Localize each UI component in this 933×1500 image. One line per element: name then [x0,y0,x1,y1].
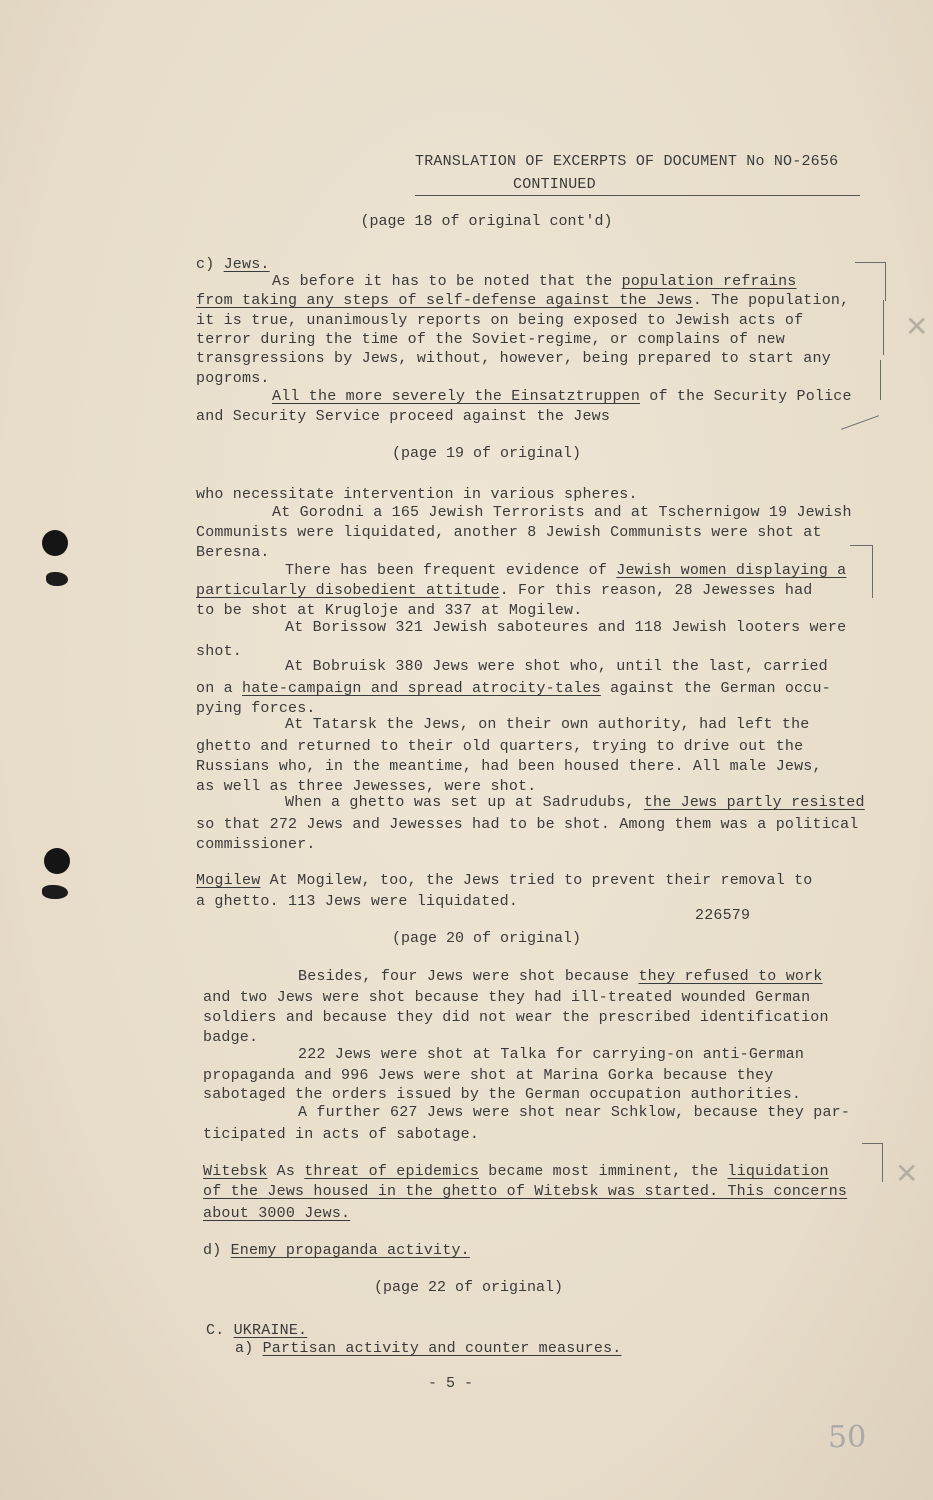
margin-bracket [850,545,873,598]
para-line: ticipated in acts of sabotage. [203,1126,480,1143]
page-marker-20: (page 20 of original) [391,930,582,947]
para-line: it is true, unanimously reports on being exposed to Jewish acts of [196,312,804,329]
page-number: - 5 - [427,1375,473,1392]
subsection-a-heading: a) Partisan activity and counter measures. [235,1340,622,1357]
para-line: All the more severely the Einsatztruppen of the Security Police [272,388,852,405]
para-line: shot. [196,643,243,660]
fastener-mark [46,572,68,586]
para-line: As before it has to be noted that the population refrains [272,273,797,290]
para-line: transgressions by Jews, without, however, being prepared to start any [196,350,831,367]
header-title: TRANSLATION OF EXCERPTS OF DOCUMENT No NO-2656 [415,153,839,170]
para-line: of the Jews housed in the ghetto of Witebsk was started. This concerns [203,1183,848,1200]
handwritten-page-number: 50 [828,1420,867,1455]
section-d-heading: d) Enemy propaganda activity. [203,1242,470,1259]
para-line: pying forces. [196,700,316,717]
para-line: a ghetto. 113 Jews were liquidated. [196,893,519,910]
header-rule [415,195,860,196]
para-line: pogroms. [196,370,270,387]
para-line: ghetto and returned to their old quarters, trying to drive out the [196,738,804,755]
para-line: Mogilew At Mogilew, too, the Jews tried to prevent their removal to [196,872,813,889]
para-line: Besides, four Jews were shot because they refused to work [298,968,823,985]
margin-bracket [862,1143,883,1182]
para-line: At Gorodni a 165 Jewish Terrorists and at Tschernigow 19 Jewish [272,504,852,521]
margin-line [880,360,881,400]
page-marker-18: (page 18 of original cont'd) [360,213,613,230]
para-line: Communists were liquidated, another 8 Jewish Communists were shot at [196,524,822,541]
section-C-heading: C. UKRAINE. [206,1322,308,1339]
para-line: At Borissow 321 Jewish saboteures and 118 Jewish looters were [285,619,847,636]
fastener-mark [42,885,68,899]
para-line: propaganda and 996 Jews were shot at Marina Gorka because they [203,1067,774,1084]
para-line: A further 627 Jews were shot near Schklow, because they par- [298,1104,851,1121]
para-line: and Security Service proceed against the Jews [196,408,611,425]
para-line: sabotaged the orders issued by the German occupation authorities. [203,1086,802,1103]
page-marker-22: (page 22 of original) [373,1279,564,1296]
para-line: Beresna. [196,544,270,561]
section-c-heading: c) Jews. [196,256,270,273]
x-mark-icon: ✕ [905,310,929,343]
para-line: At Bobruisk 380 Jews were shot who, until the last, carried [285,658,828,675]
para-line: from taking any steps of self-defense against the Jews. The population, [196,292,850,309]
para-line: who necessitate intervention in various spheres. [196,486,638,503]
header-subtitle: CONTINUED [513,176,596,193]
para-line: There has been frequent evidence of Jewish women displaying a [285,562,847,579]
margin-bracket [855,262,886,301]
stamp-number: 226579 [695,907,751,924]
para-line: Russians who, in the meantime, had been housed there. All male Jews, [196,758,822,775]
para-line: Witebsk As threat of epidemics became most imminent, the liquidation [203,1163,829,1180]
page-marker-19: (page 19 of original) [391,445,582,462]
para-line: and two Jews were shot because they had ill-treated wounded German [203,989,811,1006]
x-mark-icon: ✕ [895,1157,919,1190]
para-line: as well as three Jewesses, were shot. [196,778,537,795]
punch-hole [42,530,68,556]
para-line: about 3000 Jews. [203,1205,351,1222]
para-line: When a ghetto was set up at Sadrudubs, the Jews partly resisted [285,794,865,811]
para-line: soldiers and because they did not wear the prescribed identification [203,1009,829,1026]
para-line: 222 Jews were shot at Talka for carrying-on anti-German [298,1046,805,1063]
para-line: badge. [203,1029,259,1046]
para-line: so that 272 Jews and Jewesses had to be shot. Among them was a political [196,816,859,833]
para-line: particularly disobedient attitude. For this reason, 28 Jewesses had [196,582,813,599]
para-line: on a hate-campaign and spread atrocity-tales against the German occu- [196,680,831,697]
para-line: terror during the time of the Soviet-regime, or complains of new [196,331,785,348]
para-line: commissioner. [196,836,316,853]
para-line: At Tatarsk the Jews, on their own authority, had left the [285,716,810,733]
margin-line [883,300,884,355]
punch-hole [44,848,70,874]
margin-line [841,415,879,430]
para-line: to be shot at Krugloje and 337 at Mogilew. [196,602,583,619]
